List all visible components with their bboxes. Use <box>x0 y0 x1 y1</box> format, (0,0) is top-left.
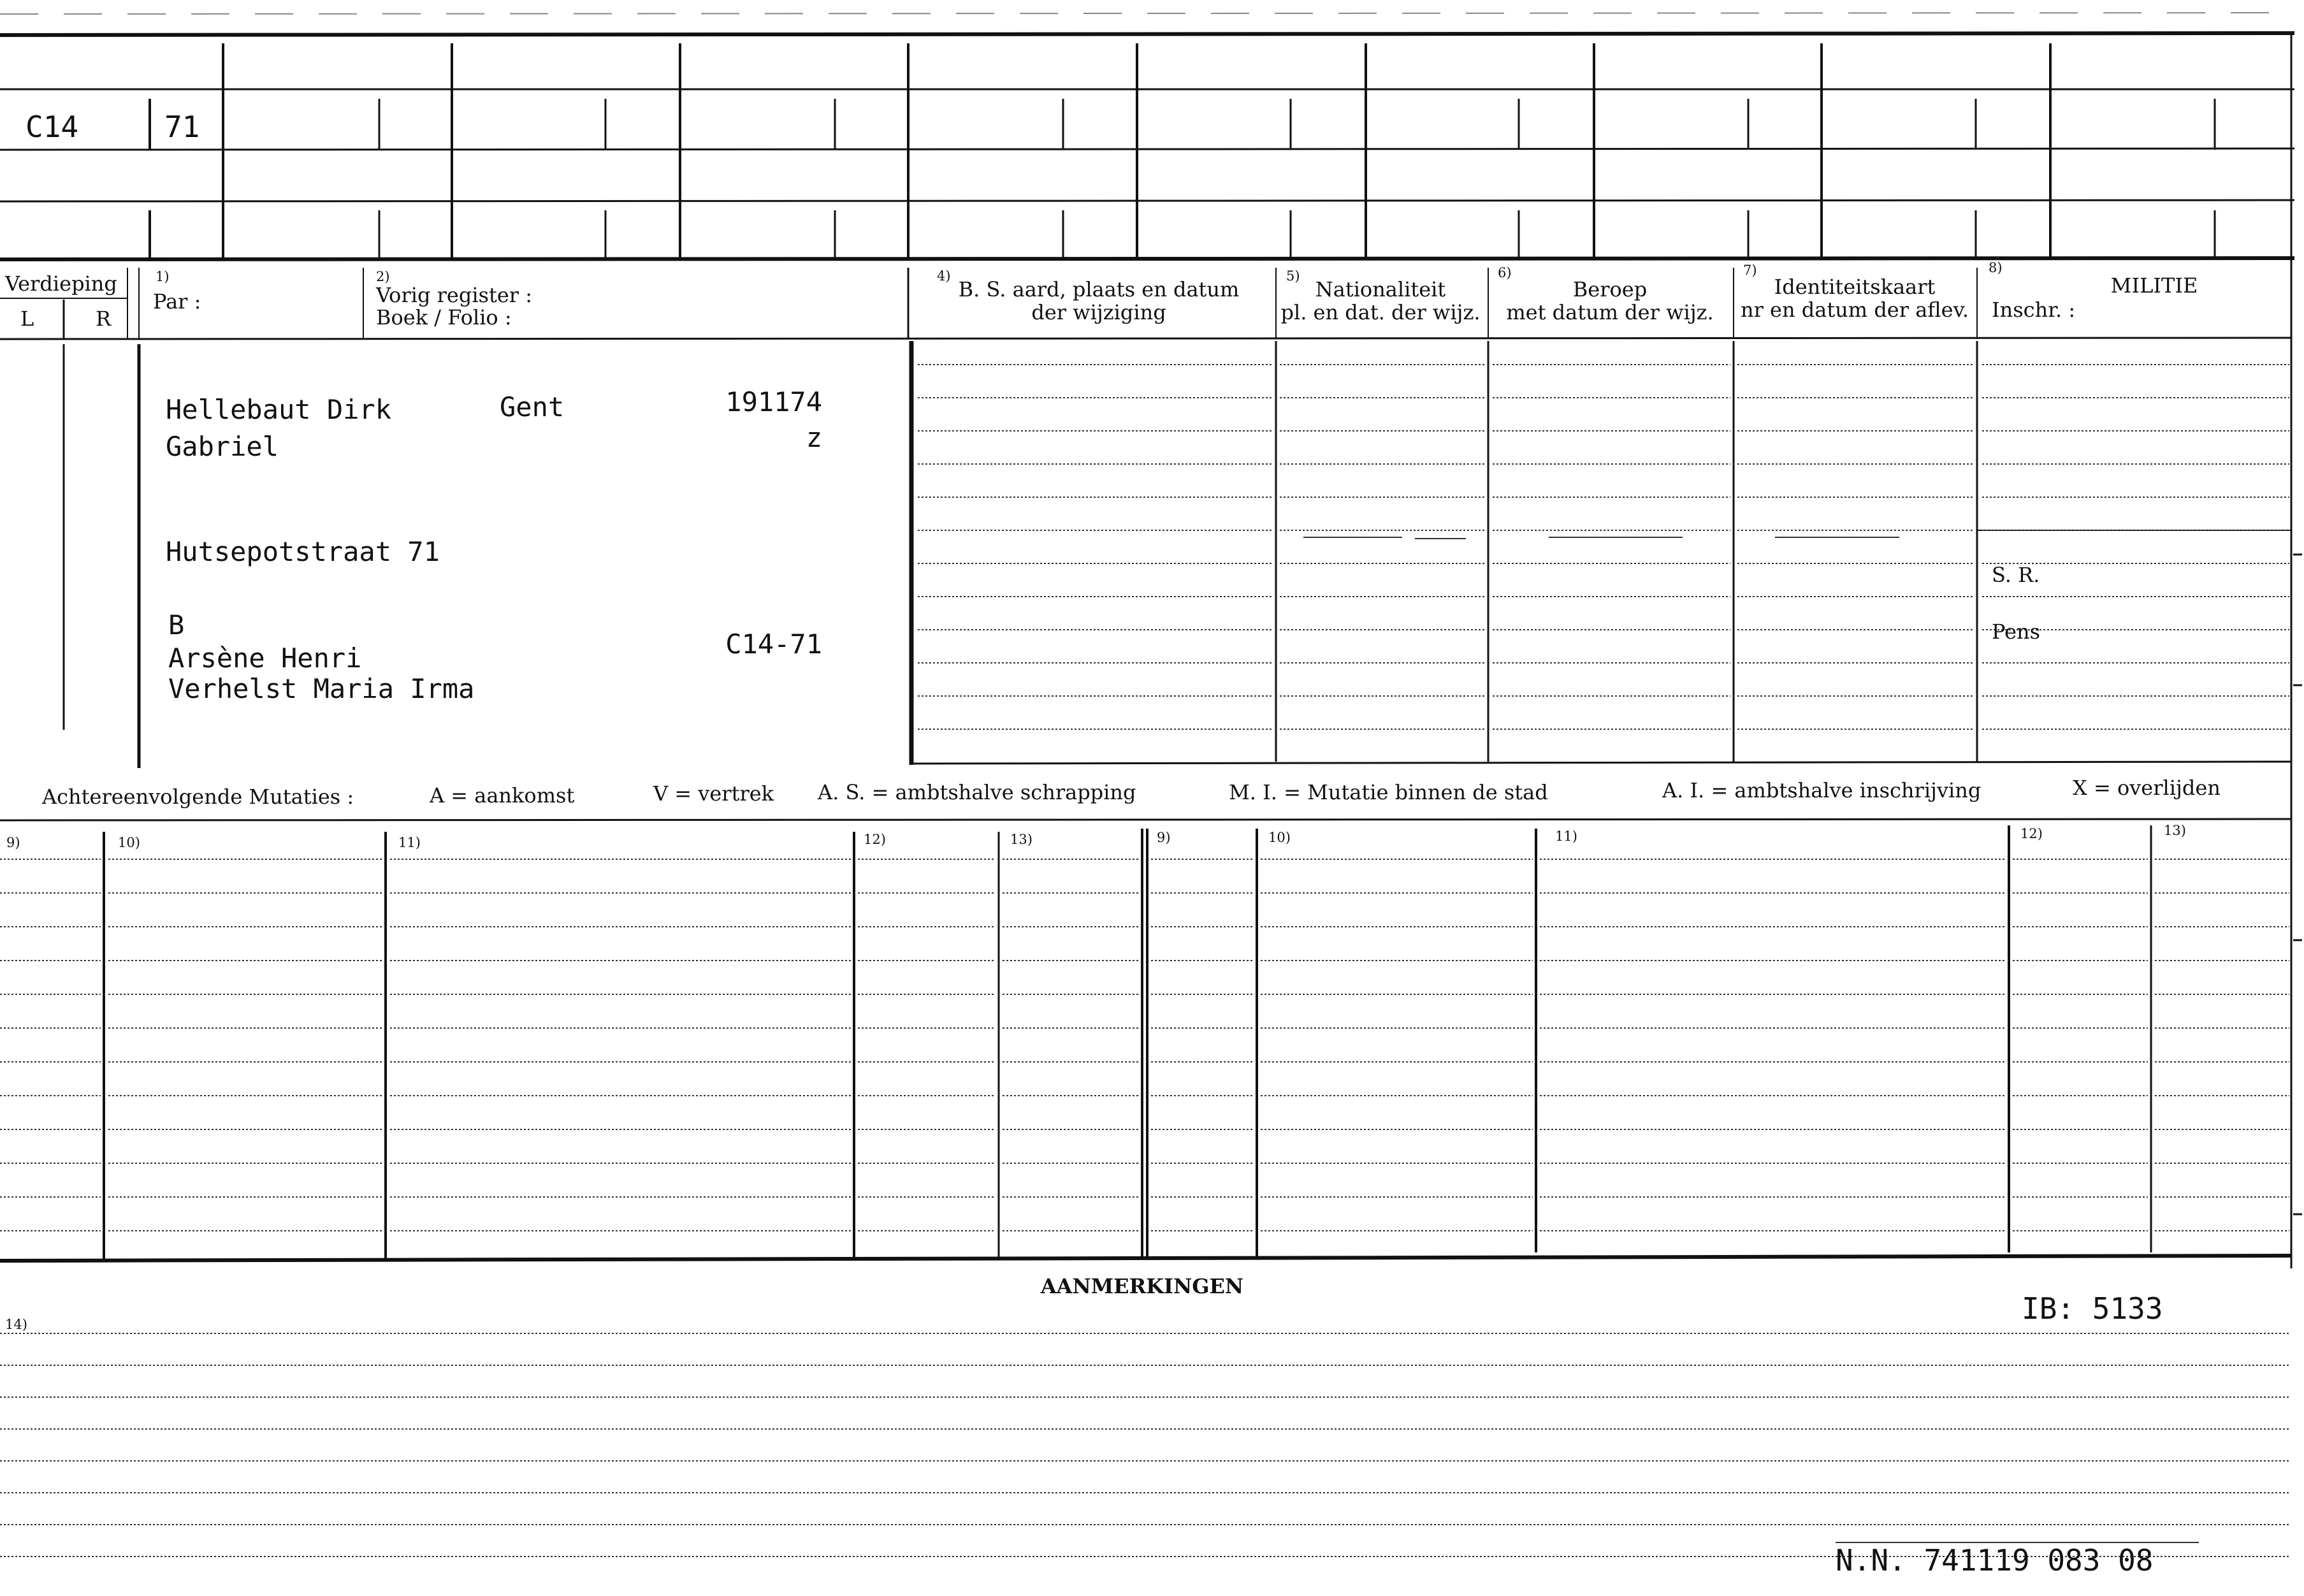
col7-number: 7) <box>1743 263 1757 278</box>
floor-left-label: L <box>20 307 34 331</box>
mut-right-col13: 13) <box>2164 823 2186 838</box>
mut-right-col11: 11) <box>1555 829 1577 844</box>
mut-right-col9: 9) <box>1157 830 1171 845</box>
legend-mi: M. I. = Mutatie binnen de stad <box>1229 780 1548 804</box>
col4-number: 4) <box>937 268 951 284</box>
national-number: N.N. 741119 083 08 <box>1836 1543 2154 1578</box>
col2-line2: Boek / Folio : <box>376 305 512 330</box>
col8-number: 8) <box>1989 260 2003 275</box>
ib-number: IB: 5133 <box>2022 1291 2163 1326</box>
legend-as: A. S. = ambtshalve schrapping <box>818 780 1136 804</box>
col2-number: 2) <box>376 269 390 284</box>
father-name: Arsène Henri <box>168 642 362 674</box>
mut-left-col12: 12) <box>864 832 886 847</box>
col7-line2: nr en datum der aflev. <box>1740 298 1969 322</box>
legend-v: V = vertrek <box>653 781 774 806</box>
person-name: Hellebaut Dirk <box>166 394 392 425</box>
address: Hutsepotstraat 71 <box>166 536 440 567</box>
col8-title: MILITIE <box>2110 273 2198 298</box>
mother-name: Verhelst Maria Irma <box>168 673 475 704</box>
legend-title: Achtereenvolgende Mutaties : <box>42 785 354 809</box>
mut-left-col9: 9) <box>6 835 20 850</box>
status-mark: z <box>806 422 822 453</box>
mut-right-col12: 12) <box>2020 826 2043 841</box>
col8-inschr: Inschr. : <box>1992 298 2076 322</box>
col8-pens: Pens <box>1992 620 2041 644</box>
col4-line1: B. S. aard, plaats en datum <box>958 277 1240 301</box>
grid-code: C14 <box>25 110 79 144</box>
remarks-title: AANMERKINGEN <box>1040 1274 1244 1298</box>
marker-b: B <box>168 609 185 641</box>
mut-left-col13: 13) <box>1010 832 1032 847</box>
col5-line1: Nationaliteit <box>1315 277 1446 301</box>
legend-ai: A. I. = ambtshalve inschrijving <box>1662 778 1982 802</box>
col7-line1: Identiteitskaart <box>1774 275 1936 299</box>
floor-right-label: R <box>96 307 112 331</box>
col1-label: Par : <box>153 289 201 314</box>
person-given-name: Gabriel <box>166 431 279 462</box>
col8-sr: S. R. <box>1992 563 2040 587</box>
col5-line2: pl. en dat. der wijz. <box>1280 300 1481 324</box>
col6-line1: Beroep <box>1572 277 1648 301</box>
grid-number: 71 <box>164 110 200 144</box>
col1-number: 1) <box>156 269 170 284</box>
birthplace: Gent <box>500 391 565 423</box>
col2-line1: Vorig register : <box>376 283 533 307</box>
legend-a: A = aankomst <box>430 783 575 808</box>
col4-line2: der wijziging <box>1031 300 1166 324</box>
col5-number: 5) <box>1286 268 1300 284</box>
mut-left-col10: 10) <box>118 835 140 850</box>
col6-number: 6) <box>1498 265 1512 280</box>
mut-right-col10: 10) <box>1268 830 1291 845</box>
register-ref: C14-71 <box>725 628 822 660</box>
verdieping-label: Verdieping <box>5 272 117 296</box>
col6-line2: met datum der wijz. <box>1506 300 1714 324</box>
legend-x: X = overlijden <box>2073 776 2221 800</box>
birthdate: 191174 <box>725 386 822 417</box>
remarks-number: 14) <box>5 1317 27 1332</box>
mut-left-col11: 11) <box>398 835 421 850</box>
